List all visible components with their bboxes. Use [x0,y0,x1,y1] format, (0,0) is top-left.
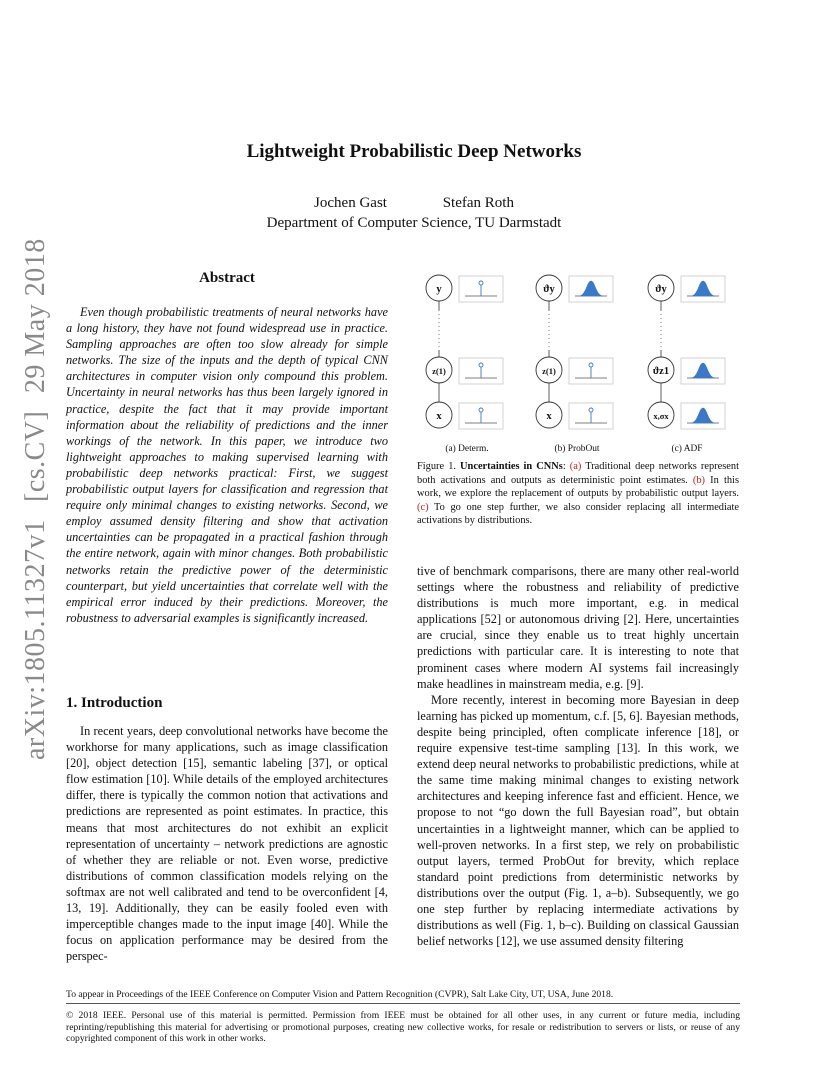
figure-diagram [417,270,747,455]
abstract-paragraph: Even though probabilistic treatments of neural networks have a long history, they have not found widespread use in practice. Sampling approaches are often too slow already for simple networks. The size of the inputs and the depth of typical CNN architectures in computer vision only compound this problem. Uncertainty in neural networks has thus been largely ignored in practice, despite the fact that it may provide important information about the reliability of predictions and the inner workings of the network. In this paper, we introduce two lightweight approaches to making supervised learning with probabilistic deep networks practical: First, we suggest probabilistic output layers for classification and regression that require only minimal changes to existing networks. Second, we employ assumed density filtering and show that activation uncertainties can be propagated in a practical fashion through the entire network, again with minor changes. Both probabilistic networks retain the predictive power of the deterministic counterpart, but yield uncertainties that correlate well with the empirical error induced by their predictions. Moreover, the robustness to adversarial examples is significantly increased. [66,305,388,625]
point-marker [479,363,483,367]
arxiv-stamp [20,238,54,760]
venue-footnote: To appear in Proceedings of the IEEE Conference on Computer Vision and Pattern Recognition (CVPR), Salt Lake City, UT, USA, June 2018. [66,989,614,1000]
node-label: ϑy [543,284,555,295]
subcaption-a: (a) Determ. [445,444,489,454]
right-paragraph-1: tive of benchmark comparisons, there are many other real-world settings where the robustness and reliability of predictive distributions is much more important, e.g. in medical applications [52] or autonomous driving [2]. Here, uncertainties are crucial, since they enable us to treat highly uncertain predictions with particular care. It is interesting to note that prominent cases where modern AI systems fail increasingly make headlines in mainstream media, e.g. [9]. [417,564,739,691]
caption-ref-a[interactable]: (a) [569,461,582,472]
copyright-notice: © 2018 IEEE. Personal use of this material is permitted. Permission from IEEE must be obtained for all other uses, in any current or future media, including reprinting/republishing this material for advertising or promotional purposes, creating new collective works, for resale or redistribution to servers or lists, or reuse of any copyrighted component of this work in other works. [66,1010,740,1045]
node-label: ϑz1 [652,366,670,377]
section-heading: 1. Introduction [66,695,163,711]
arxiv-date: 29 May 2018 [20,238,51,394]
node-label: z(1) [542,366,556,376]
subcaption-c: (c) ADF [671,444,703,454]
node-label: x [546,411,552,422]
caption-bold: Uncertainties in CNNs [460,461,563,472]
node-label: ϑy [655,284,667,295]
abstract-text [66,304,388,626]
right-paragraph-2: More recently, interest in becoming more Bayesian in deep learning has picked up momentum, c.f. [5, 6]. Bayesian methods, despite being principled, often complicate inference [18], or require expensive test-time sampling [13]. In this work, we extend deep neural networks to probabilistic predictions, while at the same time making minimal changes to existing network architectures and keeping inference fast and efficient. Hence, we propose to not “go down the full Bayesian road”, but obtain uncertainties in a lightweight manner, which can be applied to well-proven networks. In a first step, we rely on probabilistic output layers, termed ProbOut for brevity, which replace standard point predictions from deterministic networks by distributions over the output (Fig. 1, a–b). Subsequently, we go one step further by replacing intermediate activations by distributions as well (Fig. 1, b–c). Building on classical Gaussian belief networks [12], we use assumed density filtering [417,692,739,949]
affiliation: Department of Computer Science, TU Darmstadt [266,215,562,231]
point-marker [589,363,593,367]
right-column-text [417,563,739,949]
author-list [0,195,828,212]
figure-1 [417,270,747,455]
caption-ref-c[interactable]: (c) [417,501,429,513]
arxiv-category: [cs.CV] [20,410,51,502]
point-marker [479,281,483,285]
node-label: y [436,284,442,295]
caption-label: Figure 1. [417,461,456,472]
arxiv-id: arXiv:1805.11327v1 [20,519,51,760]
author-name: Jochen Gast [314,195,387,211]
node-label: x,σx [653,411,669,421]
caption-text-a: Traditional deep networks represent both activations and outputs as deterministic point estimates. [417,461,739,486]
abstract-heading: Abstract [199,270,255,286]
intro-paragraph: In recent years, deep convolutional networks have become the workhorse for many applications, such as image classification [20], object detection [15], semantic labeling [37], or optical flow estimation [10]. While details of the employed architectures differ, there is typically the common notion that activations and predictions are represented as point estimates. In practice, this means that most architectures do not exhibit an explicit representation of uncertainty – network predictions are agnostic of whether they are reliable or not. Even worse, predictive distributions of common classification models relying on the softmax are not well calibrated and tend to be overconfident [4, 13, 19]. Additionally, they can be easily fooled even with imperceptible changes made to the input image [40]. While the focus on application performance may be desired from the perspec- [66,724,388,964]
caption-text-b: In this work, we explore the replacement of outputs by probabilistic output layers. [417,474,739,500]
author-name: Stefan Roth [442,195,514,211]
node-label: z(1) [432,366,446,376]
footnote-divider [66,1003,740,1004]
caption-ref-b[interactable]: (b) [692,474,705,486]
subcaption-b: (b) ProbOut [554,444,600,454]
caption-text-c: To go one step further, we also consider replacing all intermediate activations by distributions. [417,501,739,527]
point-marker [589,408,593,412]
paper-title: Lightweight Probabilistic Deep Networks [246,141,582,162]
intro-text [66,723,388,964]
point-marker [479,408,483,412]
figure-caption: Figure 1. Uncertainties in CNNs: (a) Traditional deep networks represent both activations and outputs as deterministic point estimates. (b) In this work, we explore the replacement of outputs by probabilistic output layers. (c) To go one step further, we also consider replacing all intermediate activations by distributions. [417,461,739,527]
node-label: x [436,411,442,422]
